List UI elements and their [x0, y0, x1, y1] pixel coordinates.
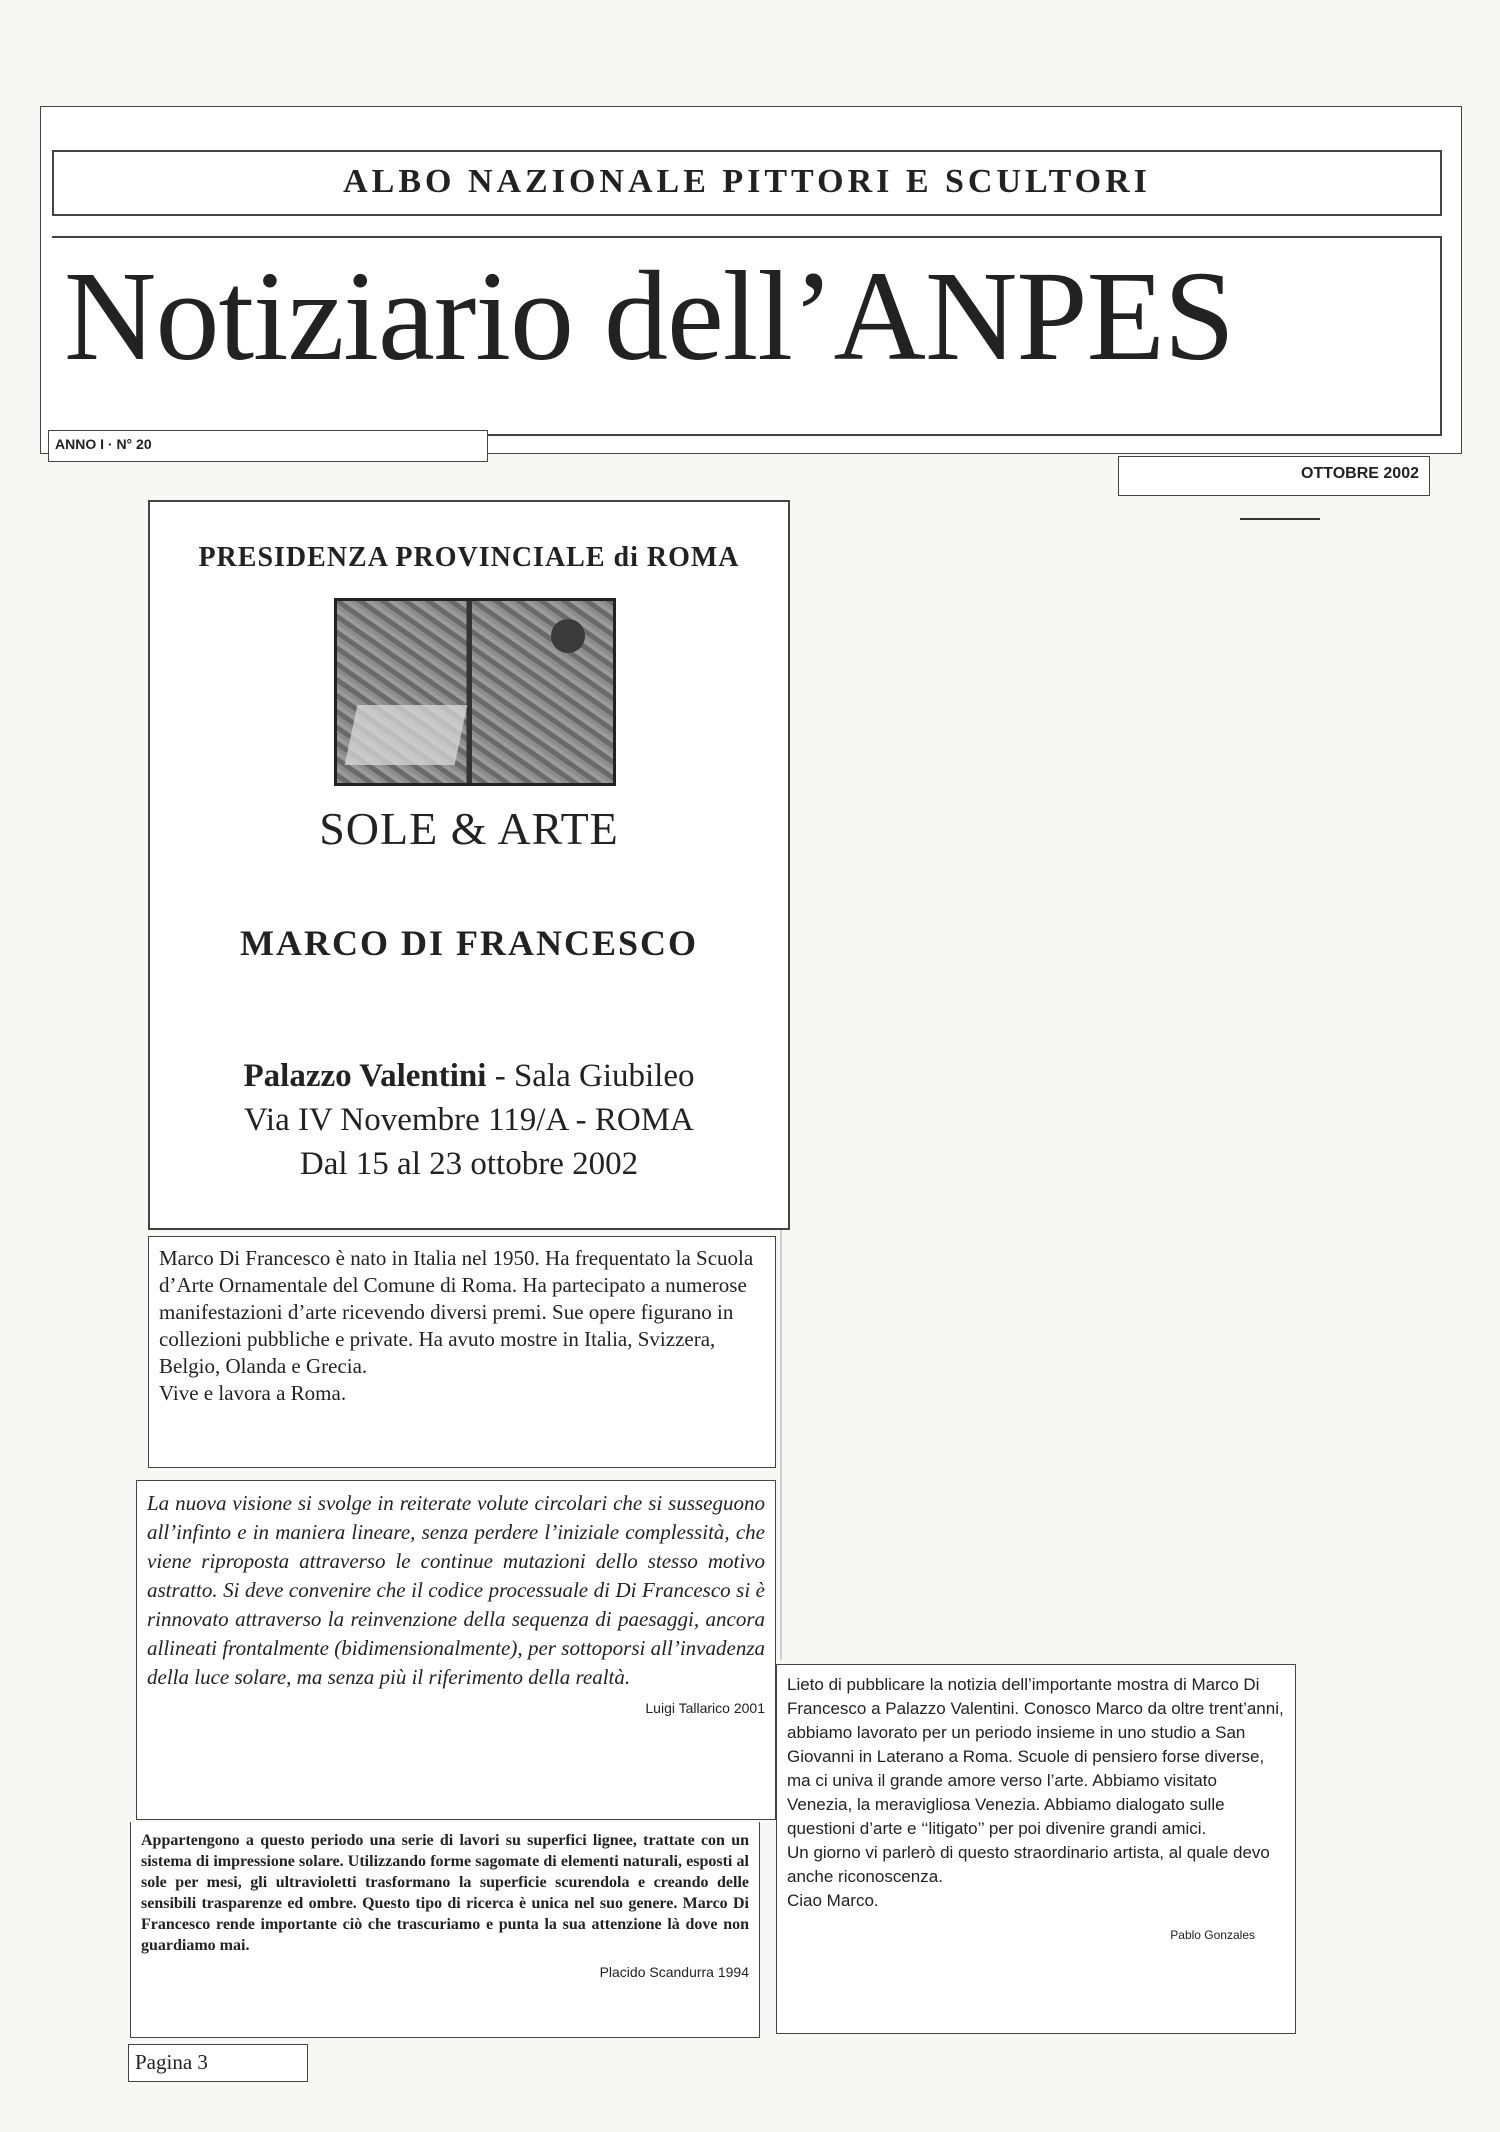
gonzales-signature: Pablo Gonzales	[1170, 1928, 1255, 1942]
presidenza-heading: PRESIDENZA PROVINCIALE di ROMA	[198, 542, 740, 573]
gonzales-paragraph-2: Un giorno vi parlerò di questo straordinario artista, al quale devo anche riconoscenza.	[787, 1843, 1270, 1886]
scandurra-quote-box	[130, 1822, 760, 2038]
exhibition-poster	[148, 500, 790, 1230]
scandurra-signature: Placido Scandurra 1994	[599, 1964, 749, 1980]
artist-bio	[148, 1236, 776, 1468]
date-underline	[1240, 518, 1320, 520]
gonzales-closing: Ciao Marco.	[787, 1891, 879, 1910]
sun-mark	[551, 619, 585, 653]
bleed-through-area	[800, 470, 1140, 1670]
light-patch	[345, 705, 468, 765]
gonzales-note	[776, 1664, 1296, 2034]
page-number: Pagina 3	[128, 2044, 308, 2082]
venue-place: Palazzo Valentini	[243, 1058, 487, 1094]
issue-number: ANNO I · N° 20	[48, 430, 488, 462]
scandurra-quote: Appartengono a questo periodo una serie di lavori su superfici lignee, trattate con un sistema di impressione solare. Utilizzando forme sagomate di elementi naturali, esposti al sole per mesi, gli ultravioletti trasformano la superficie scurendola e creando delle sensibili trasparenze ed ombre. Questo tipo di ricerca è unica nel suo genere. Marco Di Francesco rende importante ciò che trascuriamo e punta la sua attenzione là dove non guardiamo mai.	[141, 1832, 749, 1954]
bio-paragraph: Marco Di Francesco è nato in Italia nel 1950. Ha frequentato la Scuola d’Arte Ornamentale del Comune di Roma. Ha partecipato a numerose manifestazioni d’arte ricevendo diversi premi. Sue opere figurano in collezioni pubbliche e private. Ha avuto mostre in Italia, Svizzera, Belgio, Olanda e Grecia.	[159, 1246, 754, 1378]
albo-banner: ALBO NAZIONALE PITTORI E SCULTORI	[52, 150, 1442, 216]
exhibition-title: SOLE & ARTE	[319, 803, 619, 854]
artist-name: MARCO DI FRANCESCO	[240, 923, 698, 963]
venue-line-1	[150, 1054, 788, 1098]
masthead-title: Notiziario dell’ANPES	[52, 236, 1442, 436]
tallarico-signature: Luigi Tallarico 2001	[645, 1700, 765, 1716]
venue-address: Via IV Novembre 119/A - ROMA	[244, 1102, 694, 1138]
issue-date: OTTOBRE 2002	[1118, 456, 1430, 496]
tallarico-quote: La nuova visione si svolge in reiterate volute circolari che si susseguono all’infinto e in maniera lineare, senza perdere l’iniziale complessità, che viene riproposta attraverso le continue mutazioni dello stesso motivo astratto. Si deve convenire che il codice processuale di Di Francesco si è rinnovato attraverso la reinvenzione della sequenza di paesaggi, ancora allineati frontalmente (bidimensionalmente), per sottoporsi all’invadenza della luce solare, ma senza più il riferimento della realtà.	[147, 1491, 765, 1689]
venue-room: Sala Giubileo	[513, 1058, 695, 1094]
gonzales-paragraph: Lieto di pubblicare la notizia dell’importante mostra di Marco Di Francesco a Palazzo Valentini. Conosco Marco da oltre trent’anni, abbiamo lavorato per un periodo insieme in uno studio a San Giovanni in Laterano a Roma. Scuole di pensiero forse diverse, ma ci univa il grande amore verso l’arte. Abbiamo visitato Venezia, la meravigliosa Venezia. Abbiamo dialogato sulle questioni d’arte e ‘‘litigato’’ per poi divenire grandi amici.	[787, 1675, 1284, 1838]
venue-dates: Dal 15 al 23 ottobre 2002	[299, 1146, 639, 1182]
venue-block	[150, 1054, 788, 1186]
venue-sep: -	[486, 1058, 514, 1094]
tallarico-quote-box	[136, 1480, 776, 1820]
bio-paragraph-2: Vive e lavora a Roma.	[159, 1381, 347, 1405]
artwork-image	[334, 598, 616, 786]
